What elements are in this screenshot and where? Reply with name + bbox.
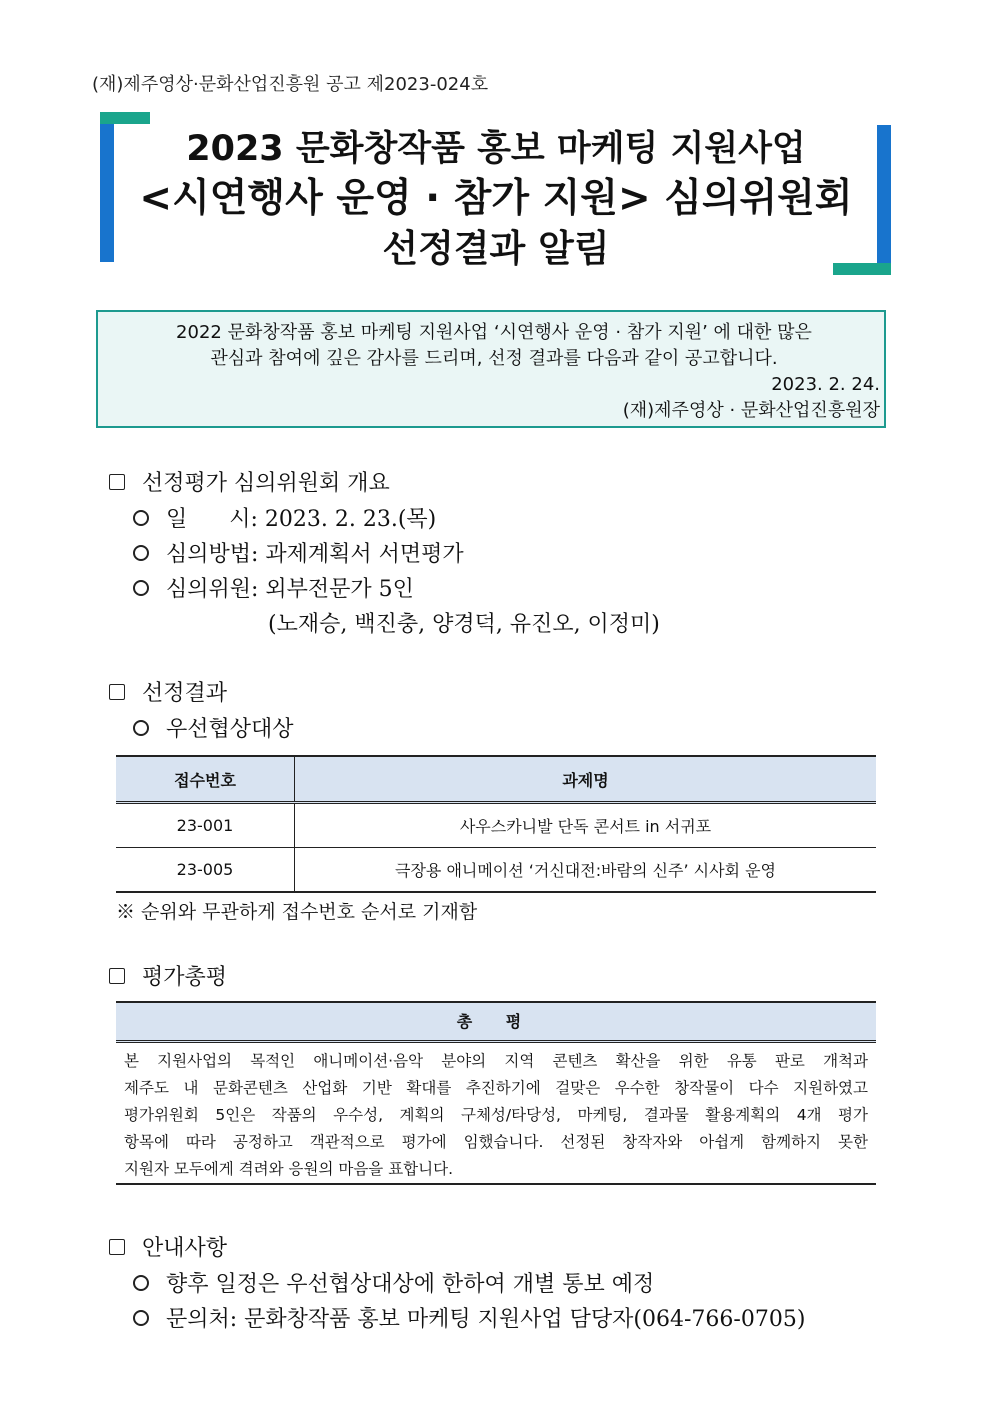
intro-box xyxy=(96,310,886,428)
circle-bullet-icon xyxy=(133,545,149,561)
results-table xyxy=(116,755,876,893)
overview-member-names: (노재승, 백진충, 양경덕, 유진오, 이정미) xyxy=(268,612,660,637)
circle-bullet-icon xyxy=(133,580,149,596)
section-heading-results: 선정결과 xyxy=(142,681,228,706)
review-line: 본 지원사업의 목적인 애니메이션·음악 분야의 지역 콘텐츠 확산을 위한 유통 판로 개척과 xyxy=(124,1052,868,1070)
cell-number: 23-001 xyxy=(116,803,295,848)
column-header-project: 과제명 xyxy=(295,756,877,803)
cell-number: 23-005 xyxy=(116,848,295,893)
cell-project: 극장용 애니메이션 ‘거신대전:바람의 신주’ 시사회 운영 xyxy=(295,848,877,893)
table-row xyxy=(116,803,876,848)
section-heading-overview: 선정평가 심의위원회 개요 xyxy=(142,471,390,496)
page-title xyxy=(118,124,874,274)
section-heading-guide: 안내사항 xyxy=(142,1236,228,1261)
circle-bullet-icon xyxy=(133,1310,149,1326)
guide-item-contact: 문의처: 문화창작품 홍보 마케팅 지원사업 담당자(064-766-0705) xyxy=(166,1307,806,1332)
title-bar-right-blue xyxy=(877,125,891,275)
column-header-number: 접수번호 xyxy=(116,756,295,803)
circle-bullet-icon xyxy=(133,1275,149,1291)
checkbox-square-icon xyxy=(109,684,125,700)
checkbox-square-icon xyxy=(109,968,125,984)
title-bar-left-blue xyxy=(100,112,114,262)
overview-item-method: 심의방법: 과제계획서 서면평가 xyxy=(166,542,464,567)
review-line: 지원자 모두에게 격려와 응원의 마음을 표합니다. xyxy=(124,1160,454,1178)
title-bar-left-green xyxy=(100,112,150,124)
checkbox-square-icon xyxy=(109,474,125,490)
checkbox-square-icon xyxy=(109,1239,125,1255)
circle-bullet-icon xyxy=(133,510,149,526)
intro-issuer: (재)제주영상 · 문화산업진흥원장 xyxy=(622,400,880,421)
title-line-3: 선정결과 알림 xyxy=(382,227,610,270)
review-box-body xyxy=(116,1043,876,1185)
title-line-1: 2023 문화창작품 홍보 마케팅 지원사업 xyxy=(186,129,806,169)
title-line-2: <시연행사 운영 · 참가 지원> 심의위원회 xyxy=(139,176,853,221)
review-line: 제주도 내 문화콘텐츠 산업화 기반 확대를 추진하기에 걸맞은 우수한 창작물이 다수 지원하였고 xyxy=(124,1079,868,1097)
review-box-title: 총 평 xyxy=(116,1001,876,1043)
results-subheading: 우선협상대상 xyxy=(166,717,294,742)
circle-bullet-icon xyxy=(133,720,149,736)
overview-item-date: 일 시: 2023. 2. 23.(목) xyxy=(166,507,437,532)
table-header-row xyxy=(116,756,876,803)
section-heading-review: 평가총평 xyxy=(142,965,228,990)
intro-line-1: 2022 문화창작품 홍보 마케팅 지원사업 ‘시연행사 운영 · 참가 지원’ 에 대한 많은 xyxy=(176,322,812,343)
intro-date: 2023. 2. 24. xyxy=(771,374,880,395)
guide-item-schedule: 향후 일정은 우선협상대상에 한하여 개별 통보 예정 xyxy=(166,1272,655,1297)
table-row xyxy=(116,848,876,893)
overview-item-members: 심의위원: 외부전문가 5인 xyxy=(166,577,414,602)
notice-number: (재)제주영상·문화산업진흥원 공고 제2023-024호 xyxy=(92,74,489,95)
results-note: ※ 순위와 무관하게 접수번호 순서로 기재함 xyxy=(116,901,478,923)
cell-project: 사우스카니발 단독 콘서트 in 서귀포 xyxy=(295,803,877,848)
review-line: 항목에 따라 공정하고 객관적으로 평가에 임했습니다. 선정된 창작자와 아쉽게 함께하지 못한 xyxy=(124,1133,868,1151)
intro-line-2: 관심과 참여에 깊은 감사를 드리며, 선정 결과를 다음과 같이 공고합니다. xyxy=(210,348,778,369)
review-line: 평가위원회 5인은 작품의 우수성, 계획의 구체성/타당성, 마케팅, 결과물 활용계획의 4개 평가 xyxy=(124,1106,868,1124)
